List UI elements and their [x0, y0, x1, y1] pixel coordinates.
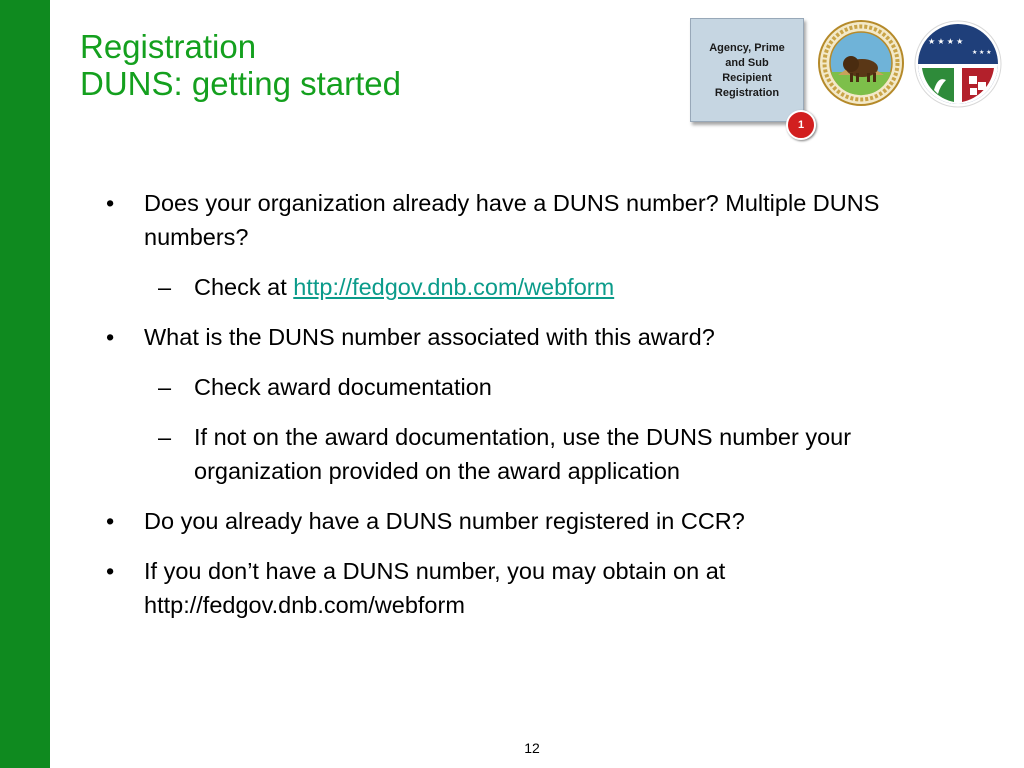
badge-label: Agency, Prime and Sub Recipient Registration	[709, 42, 785, 99]
page-number: 12	[524, 740, 540, 756]
slide-body	[100, 186, 980, 638]
dash-marker: –	[158, 274, 172, 300]
dash-marker: –	[158, 374, 172, 400]
sub-bullet-item	[100, 370, 980, 404]
badge-step-number: 1	[786, 110, 816, 140]
bullet-marker: •	[106, 190, 115, 216]
bullet-item	[100, 320, 980, 354]
sub-bullet-item	[100, 270, 980, 304]
bullet-text: What is the DUNS number associated with this award?	[144, 324, 715, 350]
bullet-text: If not on the award documentation, use the DUNS number your organization provided on the award application	[194, 424, 852, 484]
bullet-text-prefix: Check at	[194, 274, 294, 300]
dnb-webform-link[interactable]: http://fedgov.dnb.com/webform	[293, 274, 615, 300]
dash-marker: –	[158, 424, 172, 450]
green-sidebar	[0, 0, 50, 768]
title-line-2: DUNS: getting started	[80, 65, 401, 102]
department-of-interior-seal-icon	[818, 20, 904, 106]
title-line-1: Registration	[80, 28, 257, 65]
bullet-item	[100, 186, 980, 254]
registration-step-badge	[690, 18, 804, 122]
bullet-marker: •	[106, 558, 115, 584]
slide-title	[80, 28, 660, 102]
bullet-item	[100, 504, 980, 538]
svg-text:★ ★ ★ ★: ★ ★ ★ ★	[928, 37, 964, 46]
recovery-gov-logo-icon	[914, 20, 1002, 108]
bullet-text: Does your organization already have a DUNS number? Multiple DUNS numbers?	[144, 190, 880, 250]
bullet-text: Do you already have a DUNS number registered in CCR?	[144, 508, 745, 534]
svg-text:★ ★ ★: ★ ★ ★	[972, 50, 992, 56]
bullet-text: Check award documentation	[194, 374, 492, 400]
bullet-item	[100, 554, 980, 622]
sub-bullet-item	[100, 420, 980, 488]
bullet-text: If you don’t have a DUNS number, you may obtain on at http://fedgov.dnb.com/webform	[144, 558, 726, 618]
bullet-marker: •	[106, 324, 115, 350]
bullet-marker: •	[106, 508, 115, 534]
